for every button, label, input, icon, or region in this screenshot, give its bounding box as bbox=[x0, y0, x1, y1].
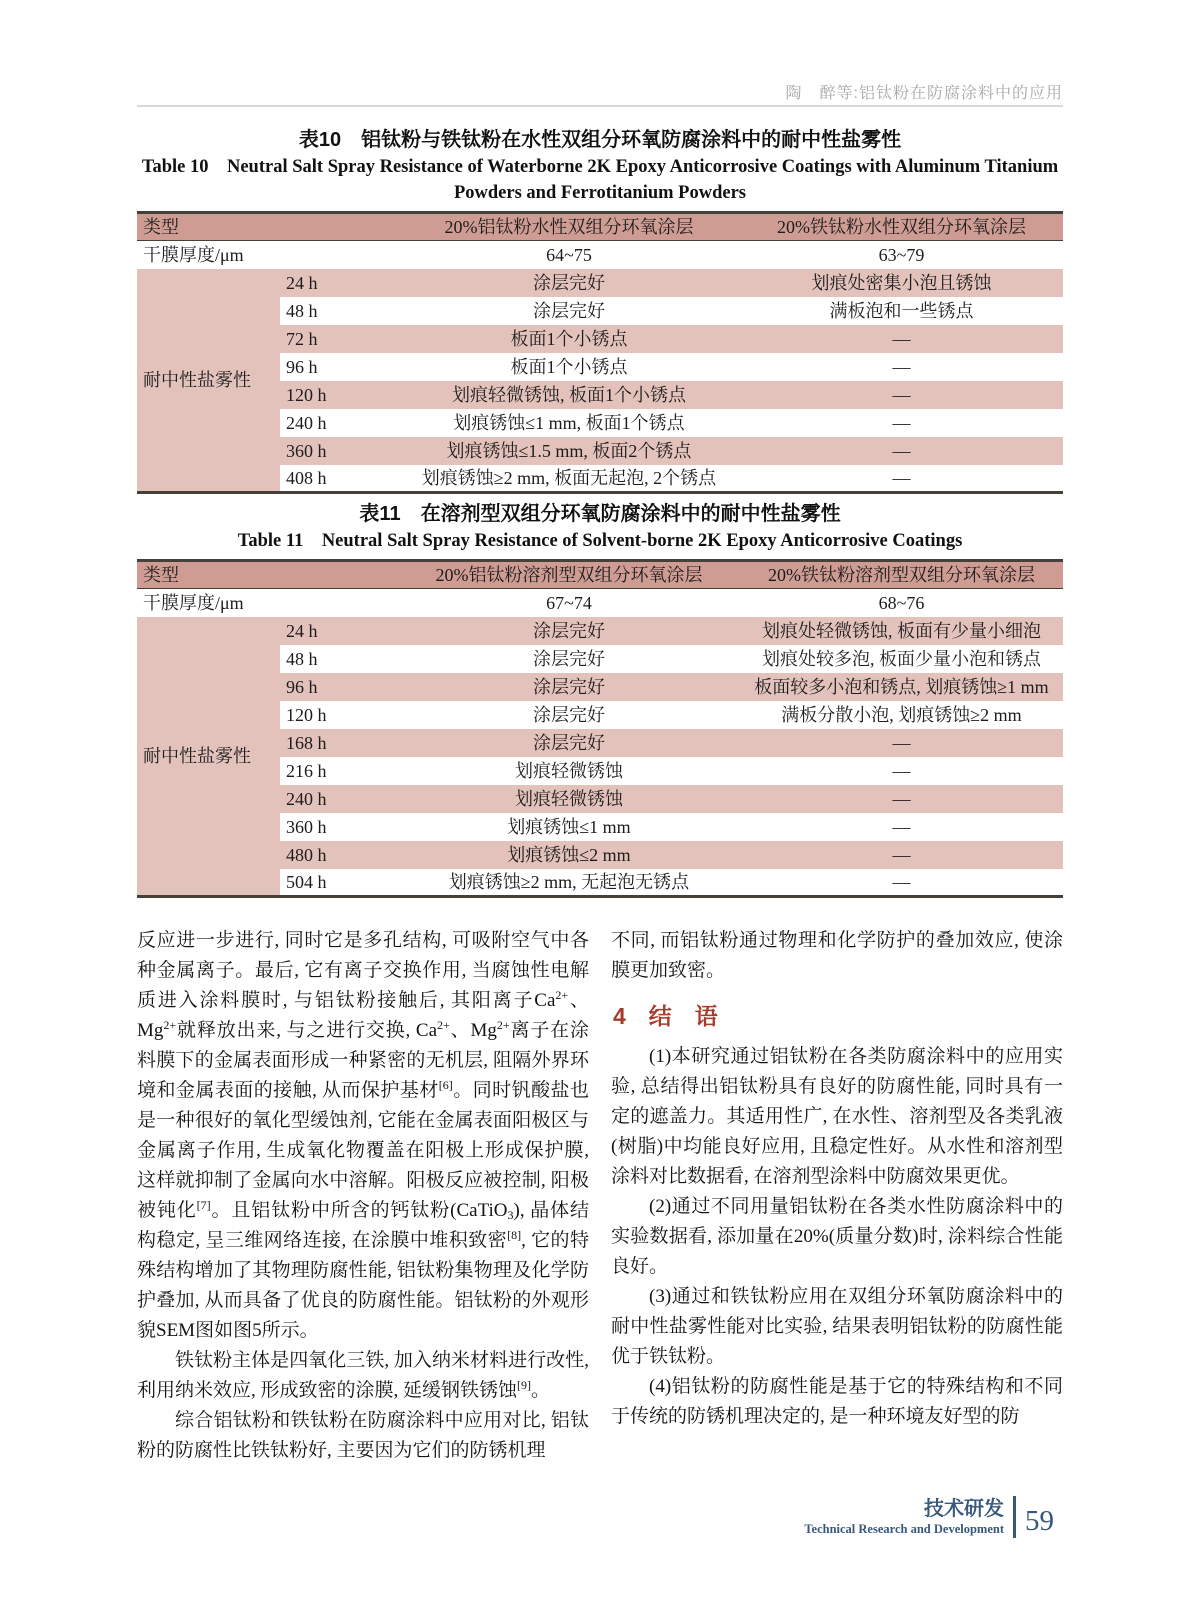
running-head: 陶 醉等:铝钛粉在防腐涂料中的应用 bbox=[785, 85, 1063, 102]
result-cell-b: — bbox=[740, 813, 1063, 841]
result-cell-a: 涂层完好 bbox=[398, 297, 740, 325]
result-cell-b: — bbox=[740, 409, 1063, 437]
result-cell-a: 涂层完好 bbox=[398, 645, 740, 673]
time-cell: 360 h bbox=[280, 813, 398, 841]
result-cell-b: 板面较多小泡和锈点, 划痕锈蚀≥1 mm bbox=[740, 673, 1063, 701]
body-columns bbox=[137, 926, 1063, 1466]
conclusion-item-2: (2)通过不同用量铝钛粉在各类水性防腐涂料中的实验数据看, 添加量在20%(质量分数)时, 涂料综合性能良好。 bbox=[611, 1196, 1063, 1277]
time-cell: 240 h bbox=[280, 785, 398, 813]
conclusion-item-4: (4)铝钛粉的防腐性能是基于它的特殊结构和不同于传统的防锈机理决定的, 是一种环境友好型的防 bbox=[611, 1376, 1063, 1427]
result-cell-b: — bbox=[740, 729, 1063, 757]
section-heading-conclusion: 4 结 语 bbox=[613, 1003, 718, 1029]
footer-divider-bar bbox=[1013, 1496, 1016, 1538]
result-cell-a: 涂层完好 bbox=[398, 617, 740, 645]
column-header-type: 类型 bbox=[137, 213, 398, 241]
body-paragraph: 综合铝钛粉和铁钛粉在防腐涂料中应用对比, 铝钛粉的防腐性比铁钛粉好, 主要因为它们的防锈机理 bbox=[137, 1410, 589, 1461]
body-paragraph: 反应进一步进行, 同时它是多孔结构, 可吸附空气中各种金属离子。最后, 它有离子交换作用, 当腐蚀性电解质进入涂料膜时, 与铝钛粉接触后, 其阳离子$Ca^{2+}$、$Mg^{2+}$就释放出来, 与之进行交换, $Ca^{2+}$、$Mg^{2+}$离子在涂料膜下的金属表面形成一种紧密的无机层, 阻隔外界环境和金属表面的接触, 从而保护基材[6]。同时钒酸盐也是一种很好的氧化型缓蚀剂, 它能在金属表面阳极区与金属离子作用, 生成氧化物覆盖在阳极上形成保护膜, 这样就抑制了金属向水中溶解。阳极反应被控制, 阳极被钝化[7]。且铝钛粉中所含的钙钛粉(CaTiO$_3$), 晶体结构稳定, 呈三维网络连接, 在涂膜中堆积致密[8], 它的特殊结构增加了其物理防腐性能, 铝钛粉集物理及化学防护叠加, 从而具备了优良的防腐性能。铝钛粉的外观形貌SEM图如图5所示。 bbox=[137, 930, 589, 1341]
column-header-altiw: 20%铝钛粉水性双组分环氧涂层 bbox=[398, 213, 740, 241]
time-cell: 504 h bbox=[280, 869, 398, 897]
time-cell: 120 h bbox=[280, 381, 398, 409]
time-cell: 24 h bbox=[280, 269, 398, 297]
thickness-label: 干膜厚度/μm bbox=[137, 241, 398, 269]
time-cell: 168 h bbox=[280, 729, 398, 757]
time-cell: 72 h bbox=[280, 325, 398, 353]
thickness-row bbox=[137, 589, 1063, 617]
thickness-value-a: 64~75 bbox=[398, 241, 740, 269]
time-cell: 120 h bbox=[280, 701, 398, 729]
result-cell-b: — bbox=[740, 841, 1063, 869]
result-cell-a: 划痕锈蚀≤1 mm, 板面1个锈点 bbox=[398, 409, 740, 437]
table10 bbox=[137, 211, 1063, 494]
column-header-altis: 20%铝钛粉溶剂型双组分环氧涂层 bbox=[398, 561, 740, 589]
result-cell-a: 涂层完好 bbox=[398, 269, 740, 297]
table11-caption-en: Table 11 Neutral Salt Spray Resistance of Solvent-borne 2K Epoxy Anticorrosive Coatings bbox=[237, 531, 963, 551]
time-cell: 24 h bbox=[280, 617, 398, 645]
result-cell-a: 划痕锈蚀≥2 mm, 无起泡无锈点 bbox=[398, 869, 740, 897]
time-cell: 96 h bbox=[280, 353, 398, 381]
table-row bbox=[137, 269, 1063, 297]
result-cell-a: 板面1个小锈点 bbox=[398, 353, 740, 381]
result-cell-b: — bbox=[740, 465, 1063, 493]
time-cell: 48 h bbox=[280, 645, 398, 673]
result-cell-a: 涂层完好 bbox=[398, 729, 740, 757]
conclusion-item-1: (1)本研究通过铝钛粉在各类防腐涂料中的应用实验, 总结得出铝钛粉具有良好的防腐性能, 同时具有一定的遮盖力。其适用性广, 在水性、溶剂型及各类乳液(树脂)中均能良好应用, 且稳定性好。从水性和溶剂型涂料对比数据看, 在溶剂型涂料中防腐效果更优。 bbox=[611, 1046, 1063, 1187]
result-cell-a: 划痕锈蚀≥2 mm, 板面无起泡, 2个锈点 bbox=[398, 465, 740, 493]
result-cell-b: 划痕处轻微锈蚀, 板面有少量小细泡 bbox=[740, 617, 1063, 645]
page-number: 59 bbox=[1025, 1504, 1054, 1537]
result-cell-a: 划痕锈蚀≤1.5 mm, 板面2个锈点 bbox=[398, 437, 740, 465]
thickness-value-b: 68~76 bbox=[740, 589, 1063, 617]
footer-section-en: Technical Research and Development bbox=[804, 1521, 1004, 1536]
table10-section bbox=[137, 127, 1063, 494]
column-header-fetiw: 20%铁钛粉水性双组分环氧涂层 bbox=[740, 213, 1063, 241]
row-group-label: 耐中性盐雾性 bbox=[137, 269, 280, 493]
conclusion-item-3: (3)通过和铁钛粉应用在双组分环氧防腐涂料中的耐中性盐雾性能对比实验, 结果表明铝钛粉的防腐性能优于铁钛粉。 bbox=[611, 1286, 1063, 1367]
table11-caption-cn: 表11 在溶剂型双组分环氧防腐涂料中的耐中性盐雾性 bbox=[359, 503, 841, 525]
footer-section-name bbox=[804, 1498, 1004, 1537]
time-cell: 408 h bbox=[280, 465, 398, 493]
result-cell-b: — bbox=[740, 869, 1063, 897]
row-group-label: 耐中性盐雾性 bbox=[137, 617, 280, 897]
table-header-row bbox=[137, 561, 1063, 589]
result-cell-a: 划痕轻微锈蚀 bbox=[398, 757, 740, 785]
thickness-label: 干膜厚度/μm bbox=[137, 589, 398, 617]
table-row bbox=[137, 617, 1063, 645]
result-cell-b: — bbox=[740, 785, 1063, 813]
body-paragraph: 不同, 而铝钛粉通过物理和化学防护的叠加效应, 使涂膜更加致密。 bbox=[611, 930, 1063, 981]
body-paragraph: 铁钛粉主体是四氧化三铁, 加入纳米材料进行改性, 利用纳米效应, 形成致密的涂膜, 延缓钢铁锈蚀[9]。 bbox=[137, 1350, 589, 1401]
time-cell: 360 h bbox=[280, 437, 398, 465]
result-cell-b: 满板分散小泡, 划痕锈蚀≥2 mm bbox=[740, 701, 1063, 729]
time-cell: 480 h bbox=[280, 841, 398, 869]
table10-caption-cn: 表10 铝钛粉与铁钛粉在水性双组分环氧防腐涂料中的耐中性盐雾性 bbox=[298, 129, 902, 151]
table11-section bbox=[137, 501, 1063, 898]
time-cell: 96 h bbox=[280, 673, 398, 701]
header-rule bbox=[137, 105, 1063, 107]
result-cell-b: 满板泡和一些锈点 bbox=[740, 297, 1063, 325]
result-cell-a: 涂层完好 bbox=[398, 673, 740, 701]
result-cell-b: — bbox=[740, 325, 1063, 353]
result-cell-b: — bbox=[740, 353, 1063, 381]
result-cell-a: 板面1个小锈点 bbox=[398, 325, 740, 353]
right-column bbox=[611, 926, 1063, 1466]
result-cell-b: 划痕处较多泡, 板面少量小泡和锈点 bbox=[740, 645, 1063, 673]
result-cell-b: 划痕处密集小泡且锈蚀 bbox=[740, 269, 1063, 297]
result-cell-a: 划痕锈蚀≤2 mm bbox=[398, 841, 740, 869]
result-cell-a: 划痕轻微锈蚀 bbox=[398, 785, 740, 813]
result-cell-a: 划痕锈蚀≤1 mm bbox=[398, 813, 740, 841]
time-cell: 216 h bbox=[280, 757, 398, 785]
result-cell-a: 划痕轻微锈蚀, 板面1个小锈点 bbox=[398, 381, 740, 409]
time-cell: 240 h bbox=[280, 409, 398, 437]
result-cell-b: — bbox=[740, 757, 1063, 785]
result-cell-b: — bbox=[740, 381, 1063, 409]
left-column bbox=[137, 926, 589, 1466]
thickness-row bbox=[137, 241, 1063, 269]
footer-section-cn: 技术研发 bbox=[924, 1497, 1004, 1520]
thickness-value-b: 63~79 bbox=[740, 241, 1063, 269]
column-header-fetis: 20%铁钛粉溶剂型双组分环氧涂层 bbox=[740, 561, 1063, 589]
page-footer bbox=[804, 1496, 1054, 1538]
column-header-type: 类型 bbox=[137, 561, 398, 589]
table11 bbox=[137, 559, 1063, 898]
thickness-value-a: 67~74 bbox=[398, 589, 740, 617]
result-cell-b: — bbox=[740, 437, 1063, 465]
table10-caption-en: Table 10 Neutral Salt Spray Resistance of Waterborne 2K Epoxy Anticorrosive Coatings with Aluminum Titanium Powders and Ferrotitanium Powders bbox=[141, 157, 1059, 203]
time-cell: 48 h bbox=[280, 297, 398, 325]
result-cell-a: 涂层完好 bbox=[398, 701, 740, 729]
table-header-row bbox=[137, 213, 1063, 241]
